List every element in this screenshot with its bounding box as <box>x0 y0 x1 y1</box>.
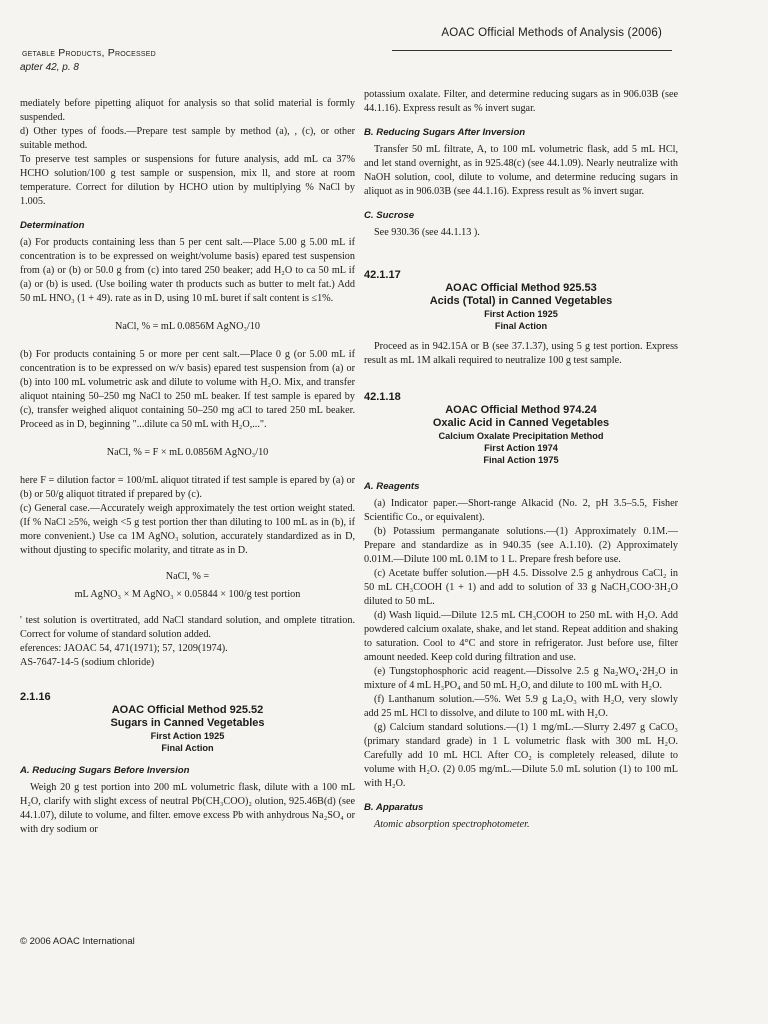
method-subtitle: Sugars in Canned Vegetables <box>110 717 265 729</box>
cas-number: AS-7647-14-5 (sodium chloride) <box>20 657 155 668</box>
paragraph: (b) For products containing 5 or more per cent salt.—Place 0 g (or 5.00 mL if concentration is to be expressed on w/v basis) epared test suspension from (a) or (b) into 100 mL volumetric ask and dilute to volume with H₂O. Mix, and transfer aliquot ntaining 50–250 mg NaCl to 250 mL beaker. If test sample is epared by (c), transfer weighed aliquot containing 50–250 mg aCl to tared 250 mL beaker. Proceed as in D, beginning "...dilute ca 50 mL with H₂O,...". <box>20 349 355 430</box>
paragraph: To preserve test samples or suspensions for future analysis, add mL ca 37% HCHO solution/100 g test sample or suspension, mix ll, and store at room temperature. Correct for dilution by HCHO ution by multiplying % NaCl by 1.005. <box>20 154 355 207</box>
formula-label: NaCl, % = <box>165 571 210 582</box>
method-action: First Action 1974 <box>484 443 558 453</box>
section-number: 42.1.17 <box>364 269 401 281</box>
method-action: Final Action <box>161 743 214 753</box>
paragraph: Transfer 50 mL filtrate, A, to 100 mL volumetric flask, add 5 mL HCl, and let stand overnight, as in 925.48(c) (see 44.1.09). Nearly neutralize with NaOH solution, cool, dilute to volume, and determine reducing sugars in aliquot as in 906.03B (see 44.1.16). Express result as % invert sugar. <box>364 144 678 197</box>
section-heading: B. Reducing Sugars After Inversion <box>364 127 526 138</box>
section-heading: Determination <box>20 220 85 231</box>
reagent-item: (d) Wash liquid.—Dilute 12.5 mL CH₃COOH to 250 mL with H₂O. Add powdered calcium oxalate, shake, and let stand. Repeat addition and shaking to saturation. Cool to 4°C and store in refrigerator. Just before use, filter amount needed. Keep cold during filtration and use. <box>364 610 678 663</box>
formula: mL AgNO₃ × M AgNO₃ × 0.05844 × 100/g test portion <box>74 589 301 600</box>
paragraph: d) Other types of foods.—Prepare test sample by method (a), , (c), or other suitable method. <box>20 126 355 151</box>
method-action: Final Action <box>494 321 548 331</box>
paragraph: potassium oxalate. Filter, and determine reducing sugars as in 906.03B (see 44.1.16). Express result as % invert sugar. <box>364 89 678 114</box>
paragraph: here F = dilution factor = 100/mL aliquot titrated if test sample is epared by (a) or (b) or 50/g aliquot titrated if prepared by (c). <box>20 475 355 500</box>
reagent-item: (b) Potassium permanganate solutions.—(1) Approximately 0.1M.—Prepare and standardize as in 940.35 (see A.1.10). (2) Approximately 0.01M.—Dilute 100 mL 0.1M to 1 L. Prepare fresh before use. <box>364 526 678 565</box>
method-title: AOAC Official Method 925.52 <box>111 704 264 716</box>
paragraph: Weigh 20 g test portion into 200 mL volumetric flask, dilute with a 100 mL H₂O, clarify with slight excess of neutral Pb(CH₃COO)₂ olution, 925.46B(d) (see 44.1.07), dilute to volume, and filter. emove excess Pb with anhydrous Na₂SO₄ or with dry sodium or <box>20 782 355 835</box>
reagent-item: (e) Tungstophosphoric acid reagent.—Dissolve 2.5 g Na₂WO₄·2H₂O in mixture of 4 mL H₃PO₄ and 50 mL H₂O, and dilute to 100 mL with H₂O. <box>364 666 678 691</box>
method-action: Final Action 1975 <box>483 455 559 465</box>
paragraph: See 930.36 (see 44.1.13 ). <box>374 227 480 238</box>
references: eferences: JAOAC 54, 471(1971); 57, 1209(1974). <box>20 643 228 654</box>
paragraph: mediately before pipetting aliquot for analysis so that solid material is formly suspended. <box>20 98 355 123</box>
method-title: AOAC Official Method 925.53 <box>445 282 597 294</box>
running-header-chapter: apter 42, p. 8 <box>20 62 79 73</box>
copyright-footer: © 2006 AOAC International <box>20 936 135 947</box>
paragraph: Proceed as in 942.15A or B (see 37.1.37), using 5 g test portion. Express result as mL 1M alkali required to neutralize 100 g test sample. <box>364 341 678 366</box>
paragraph: Atomic absorption spectrophotometer. <box>374 819 530 830</box>
method-action: First Action 1925 <box>484 309 558 319</box>
method-subtitle: Oxalic Acid in Canned Vegetables <box>432 417 610 429</box>
reagent-item: (a) Indicator paper.—Short-range Alkacid (No. 2, pH 3.5–5.5, Fisher Scientific Co., or equivalent). <box>364 498 678 523</box>
left-column <box>20 97 355 837</box>
method-action: First Action 1925 <box>150 731 225 741</box>
paragraph: (a) For products containing less than 5 per cent salt.—Place 5.00 g 5.00 mL if concentration is to be expressed on weight/volume basis) epared test suspension from (a) or (b) or 50.0 g from (c) into tared 250 beaker; add H₂O to ca 50 mL if (a) or (b) is used. (Use boiling water th products such as butter to melt fat.) Add 50 mL HNO₃ (1 + 49). rate as in D, using 10 mL buret if salt content is ≤1%. <box>20 237 355 304</box>
running-header-section: getable Products, Processed <box>22 47 156 59</box>
reagent-item: (f) Lanthanum solution.—5%. Wet 5.9 g La₂O₃ with H₂O, very slowly add 25 mL HCl to dissolve, and dilute to 100 mL with H₂O. <box>364 694 678 719</box>
reagent-item: (g) Calcium standard solutions.—(1) 1 mg/mL.—Slurry 2.497 g CaCO₃ (primary standard grade) in 1 L volumetric flask with 300 mL H₂O. Carefully add 10 mL HCl. After CO₂ is completely released, dilute to volume with H₂O. (2) 0.05 mg/mL.—Dilute 5.0 mL solution (1) to 100 mL with H₂O. <box>364 722 678 789</box>
paragraph: ' test solution is overtitrated, add NaCl standard solution, and omplete titration. Correct for volume of standard solution added. <box>20 615 355 640</box>
method-subtitle: Acids (Total) in Canned Vegetables <box>429 295 613 307</box>
header-rule <box>392 50 672 51</box>
section-number: 2.1.16 <box>20 691 51 703</box>
formula: NaCl, % = mL 0.0856M AgNO₃/10 <box>114 321 261 332</box>
section-heading: A. Reducing Sugars Before Inversion <box>20 765 190 776</box>
section-heading: A. Reagents <box>364 481 420 492</box>
section-number: 42.1.18 <box>364 391 401 403</box>
method-variant: Calcium Oxalate Precipitation Method <box>438 431 604 441</box>
method-title: AOAC Official Method 974.24 <box>445 404 597 416</box>
running-header-title: AOAC Official Methods of Analysis (2006) <box>441 27 662 39</box>
reagent-item: (c) Acetate buffer solution.—pH 4.5. Dissolve 2.5 g anhydrous CaCl₂ in 50 mL CH₃COOH (1 + 1) and add to solution of 33 g NaCH₃COO·3H₂O diluted to 50 mL. <box>364 568 678 607</box>
formula: NaCl, % = F × mL 0.0856M AgNO₃/10 <box>106 447 269 458</box>
section-heading: B. Apparatus <box>364 802 424 813</box>
right-column <box>364 88 678 832</box>
paragraph: (c) General case.—Accurately weigh approximately the test ortion weight stated. (If % NaCl ≥5%, weigh <5 g test portion ther than diluting to 100 mL as in (b), if more convenient.) Use ca 1M AgNO₃ solution, accurately standardized as in D, without djusting to specific molarity, and titrate as in D. <box>20 503 355 556</box>
section-heading: C. Sucrose <box>364 210 415 221</box>
